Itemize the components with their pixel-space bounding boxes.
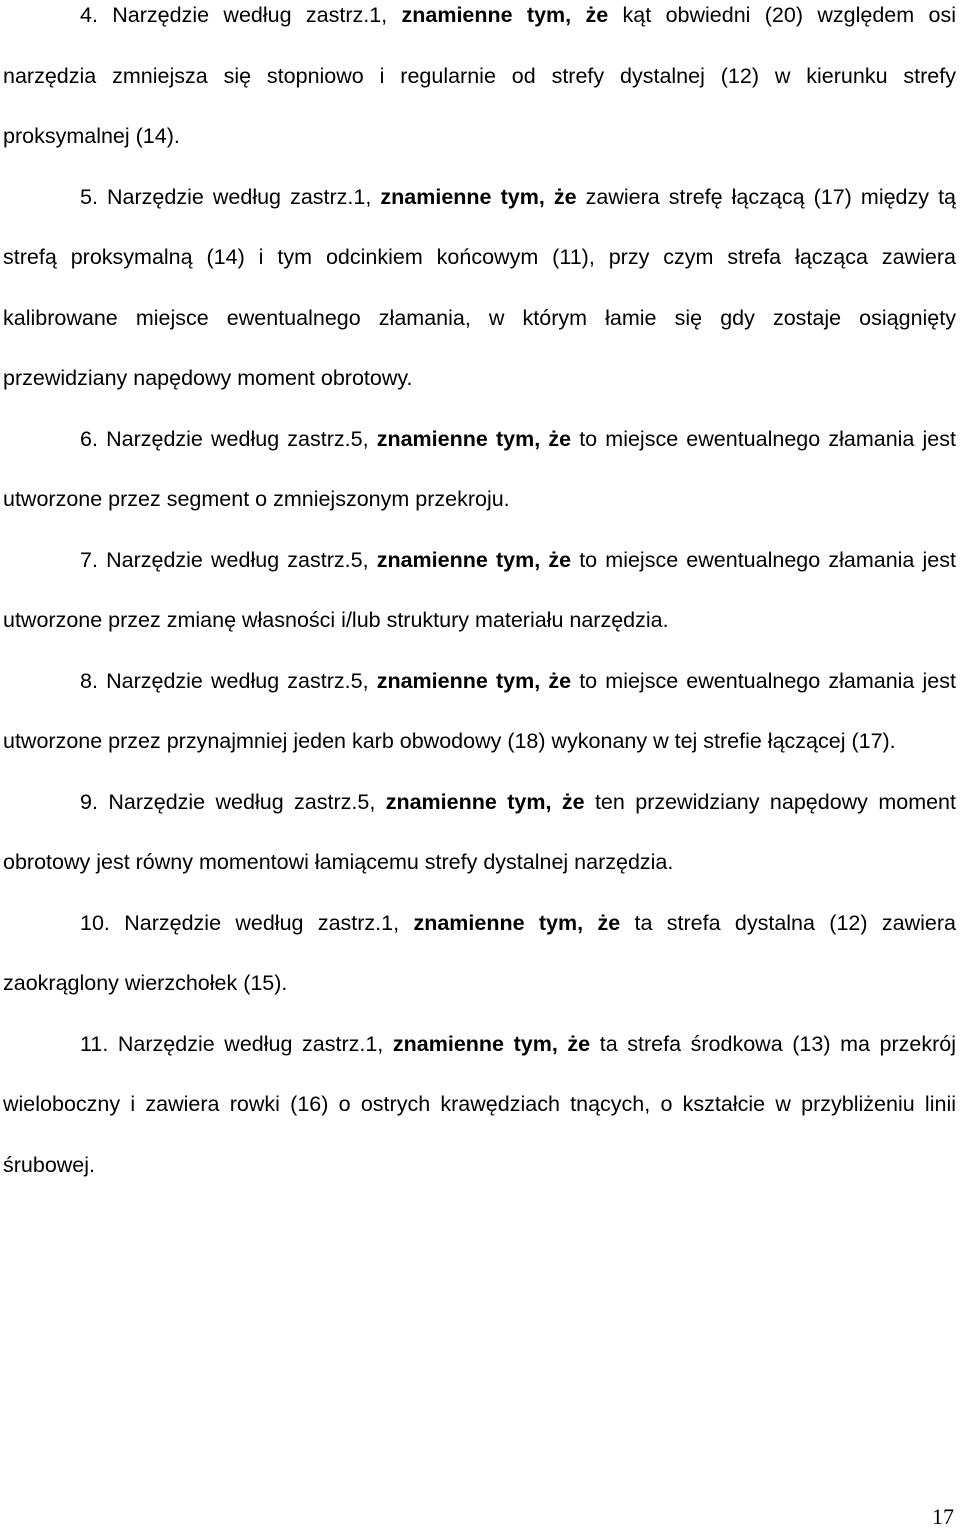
claim-characterizing-phrase: znamienne tym, że (376, 547, 572, 572)
claim-5 (3, 167, 956, 409)
claim-number: 8. (80, 668, 98, 693)
claim-characterizing-phrase: znamienne tym, że (376, 426, 572, 451)
claim-number: 10. (80, 910, 110, 935)
claim-body: zawiera strefę łączącą (17) między tą strefą proksymalną (14) i tym odcinkiem końcowym (11), przy czym strefa łącząca zawiera kalibrowane miejsce ewentualnego złamania, w którym łamie się gdy zostaje osiągnięty przewidziany napędowy moment obrotowy. (3, 184, 957, 390)
claim-body: to miejsce ewentualnego złamania jest utworzone przez zmianę własności i/lub struktury materiału narzędzia. (3, 547, 956, 632)
claim-preamble: Narzędzie według zastrz.1, (124, 910, 400, 935)
claim-preamble: Narzędzie według zastrz.5, (106, 426, 369, 451)
claim-number: 11. (80, 1031, 109, 1056)
claim-number: 5. (80, 184, 98, 209)
claim-body: ta strefa dystalna (12) zawiera zaokrąglony wierzchołek (15). (3, 910, 956, 995)
claim-characterizing-phrase: znamienne tym, że (392, 1031, 591, 1056)
claim-body: to miejsce ewentualnego złamania jest utworzone przez przynajmniej jeden karb obwodowy (18) wykonany w tej strefie łączącej (17). (3, 668, 956, 753)
claim-preamble: Narzędzie według zastrz.1, (117, 1031, 384, 1056)
claim-body: kąt obwiedni (20) względem osi narzędzia zmniejsza się stopniowo i regularnie od strefy dystalnej (12) w kierunku strefy proksymalnej (14). (3, 3, 956, 148)
claim-4 (3, 0, 956, 167)
claim-characterizing-phrase: znamienne tym, że (401, 3, 609, 27)
claim-number: 7. (80, 547, 98, 572)
claim-preamble: Narzędzie według zastrz.5, (106, 668, 369, 693)
claim-preamble: Narzędzie według zastrz.1, (107, 184, 372, 209)
claim-10 (3, 893, 956, 1014)
page-number: 17 (932, 1504, 954, 1529)
claim-characterizing-phrase: znamienne tym, że (385, 789, 585, 814)
claim-6 (3, 409, 956, 530)
claim-characterizing-phrase: znamienne tym, że (380, 184, 577, 209)
claim-body: ten przewidziany napędowy moment obrotowy jest równy momentowi łamiącemu strefy dystalnej narzędzia. (3, 789, 956, 874)
claim-number: 6. (80, 426, 98, 451)
claim-11 (3, 1014, 956, 1196)
claims-list (3, 0, 956, 1195)
claim-characterizing-phrase: znamienne tym, że (376, 668, 572, 693)
claim-preamble: Narzędzie według zastrz.5, (108, 789, 376, 814)
claim-9 (3, 772, 956, 893)
claim-characterizing-phrase: znamienne tym, że (413, 910, 621, 935)
claim-number: 9. (80, 789, 98, 814)
claim-8 (3, 651, 956, 772)
claim-preamble: Narzędzie według zastrz.5, (106, 547, 369, 572)
claim-body: to miejsce ewentualnego złamania jest utworzone przez segment o zmniejszonym przekroju. (3, 426, 956, 511)
claim-preamble: Narzędzie według zastrz.1, (112, 3, 388, 27)
claim-7 (3, 530, 956, 651)
claim-number: 4. (80, 3, 98, 27)
claim-body: ta strefa środkowa (13) ma przekrój wieloboczny i zawiera rowki (16) o ostrych krawędziach tnących, o kształcie w przybliżeniu linii śrubowej. (3, 1031, 957, 1177)
